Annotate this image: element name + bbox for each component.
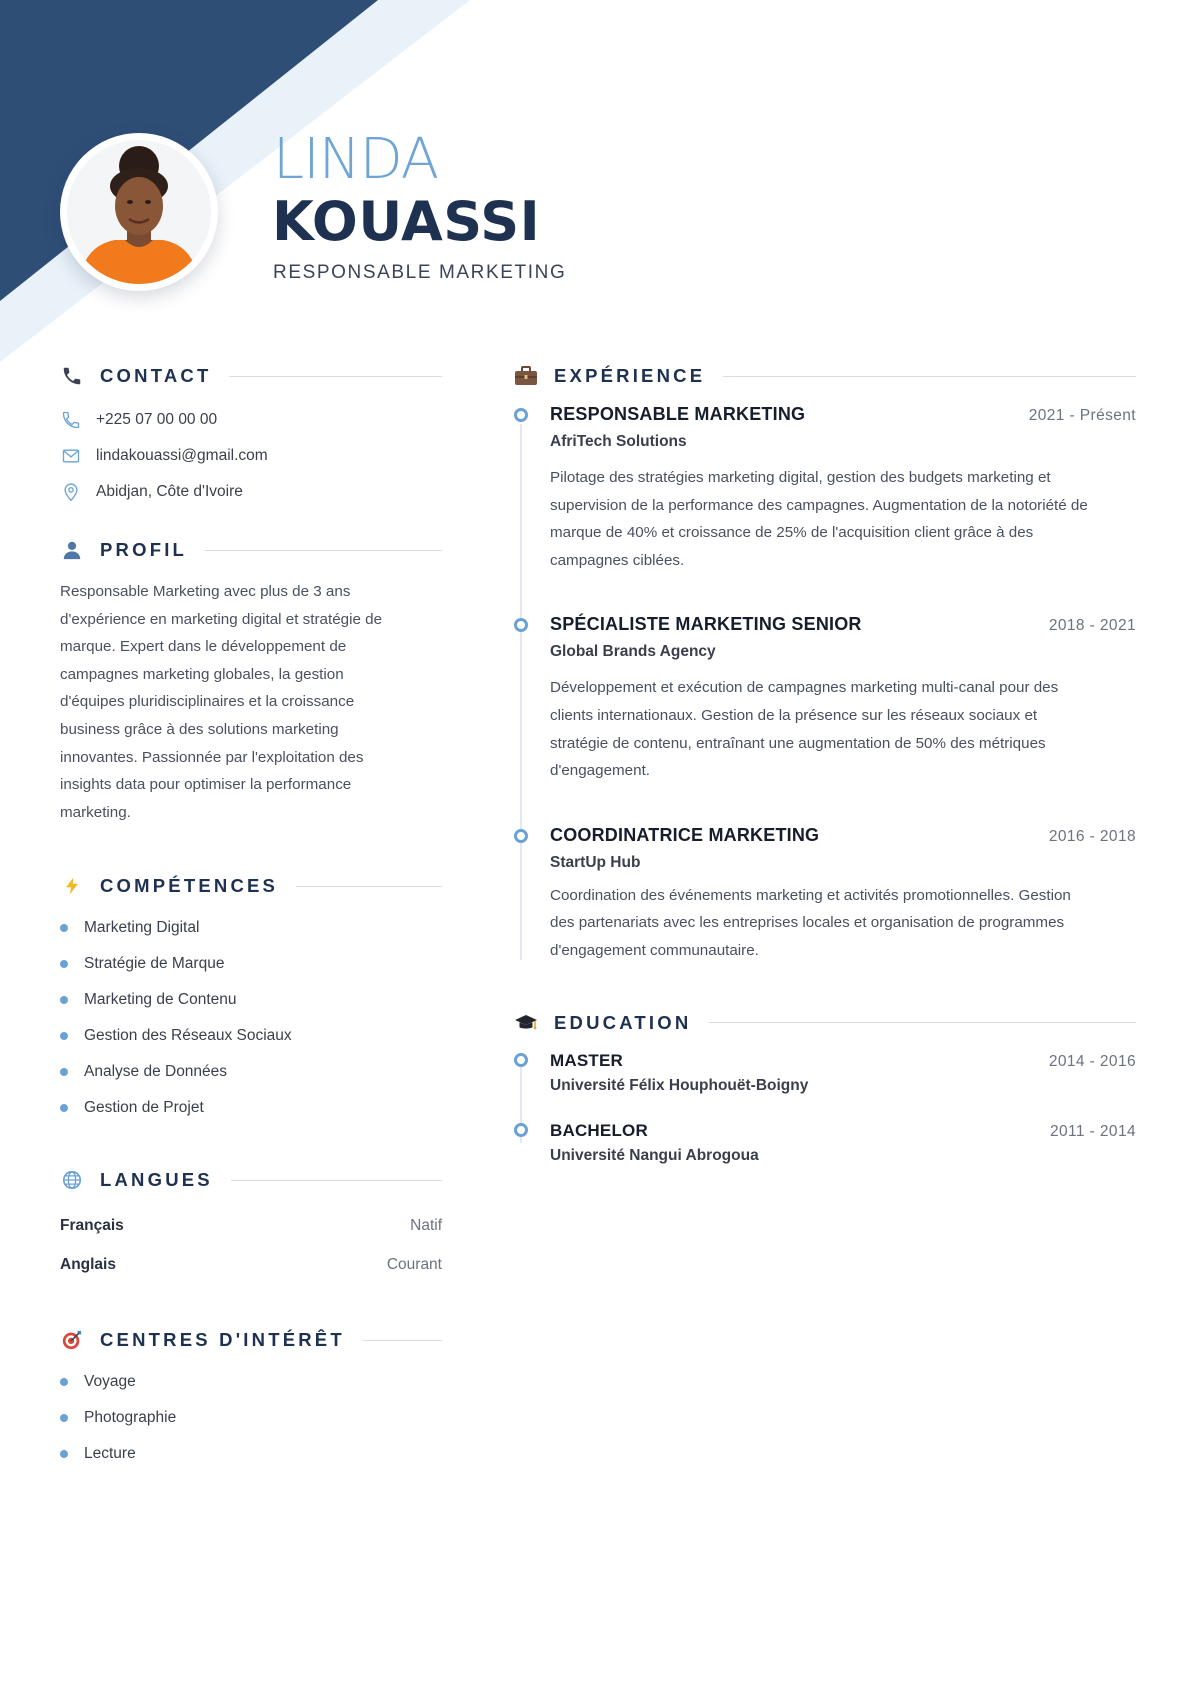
languages-section bbox=[60, 1164, 442, 1284]
language-name: Français bbox=[60, 1216, 124, 1234]
list-item bbox=[60, 1090, 442, 1126]
email-icon bbox=[60, 445, 82, 467]
description-line: Coordination des événements marketing et activités promotionnelles. Gestion bbox=[550, 886, 1071, 904]
contact-section bbox=[60, 360, 442, 510]
section-divider bbox=[231, 1180, 442, 1181]
list-item bbox=[60, 910, 442, 946]
profile-line: marketing. bbox=[60, 803, 131, 821]
section-divider bbox=[709, 1022, 1136, 1023]
person-portrait-image bbox=[67, 140, 211, 284]
experience-item-header bbox=[550, 404, 1136, 425]
profile-line: innovantes. Passionnée par l'exploitation des bbox=[60, 748, 364, 766]
list-item bbox=[60, 1018, 442, 1054]
globe-icon bbox=[60, 1168, 84, 1192]
bullet-dot bbox=[60, 960, 68, 968]
bullet-dot bbox=[60, 1104, 68, 1112]
section-divider bbox=[363, 1340, 442, 1341]
description-line: marque de 40% et croissance de 25% de l'acquisition client grâce à des bbox=[550, 524, 1034, 542]
interests-list bbox=[60, 1364, 442, 1472]
description-line: d'engagement communautaire. bbox=[550, 941, 759, 959]
section-divider bbox=[723, 376, 1136, 377]
timeline-dot bbox=[514, 1123, 528, 1137]
profile-line: Responsable Marketing avec plus de 3 ans bbox=[60, 583, 351, 600]
skill-label: Gestion des Réseaux Sociaux bbox=[84, 1027, 292, 1045]
left-column bbox=[60, 360, 442, 1472]
graduation-cap-icon bbox=[514, 1011, 538, 1035]
language-level: Natif bbox=[410, 1216, 442, 1234]
experience-item bbox=[514, 614, 1136, 784]
last-name: KOUASSI bbox=[272, 190, 541, 253]
location-pin-icon bbox=[60, 481, 82, 503]
education-timeline bbox=[514, 1051, 1136, 1165]
avatar bbox=[60, 133, 218, 291]
right-column bbox=[514, 360, 1136, 1165]
profile-photo bbox=[67, 140, 211, 284]
contact-phone-text: +225 07 00 00 00 bbox=[96, 411, 218, 428]
skill-label: Marketing de Contenu bbox=[84, 991, 237, 1009]
contact-location bbox=[60, 474, 442, 510]
profile-line: d'équipes pluridisciplinaires et la croissance bbox=[60, 693, 355, 711]
education-heading: EDUCATION bbox=[554, 1011, 692, 1033]
education-heading-row bbox=[514, 1007, 1136, 1039]
list-item bbox=[60, 1436, 442, 1472]
experience-dates: 2016 - 2018 bbox=[1048, 827, 1136, 845]
experience-heading: EXPÉRIENCE bbox=[554, 365, 706, 386]
profile-heading: PROFIL bbox=[100, 539, 188, 560]
description-line: stratégie de contenu, entraînant une augmentation de 50% des métriques bbox=[550, 734, 1046, 752]
language-row bbox=[60, 1206, 442, 1245]
experience-item bbox=[514, 825, 1136, 965]
experience-item-header bbox=[550, 825, 1136, 846]
profile-line: business grâce à des solutions marketing bbox=[60, 720, 339, 738]
experience-company: StartUp Hub bbox=[550, 853, 641, 871]
description-line: d'engagement. bbox=[550, 762, 651, 780]
interests-heading: CENTRES D'INTÉRÊT bbox=[100, 1329, 345, 1351]
description-line: Pilotage des stratégies marketing digital, gestion des budgets marketing et bbox=[550, 469, 1051, 486]
profile-line: campagnes marketing globales, la gestion bbox=[60, 665, 344, 683]
bullet-dot bbox=[60, 1032, 68, 1040]
profile-line: d'expérience en marketing digital et stratégie de bbox=[60, 610, 383, 628]
contact-heading: CONTACT bbox=[100, 365, 212, 386]
interest-label: Voyage bbox=[84, 1373, 136, 1391]
experience-description bbox=[550, 882, 1136, 965]
target-icon bbox=[60, 1328, 84, 1352]
section-divider bbox=[296, 886, 442, 887]
experience-timeline bbox=[514, 404, 1136, 965]
experience-role: SPÉCIALISTE MARKETING SENIOR bbox=[550, 614, 862, 635]
timeline-dot bbox=[514, 829, 528, 843]
list-item bbox=[60, 982, 442, 1018]
bullet-dot bbox=[60, 924, 68, 932]
education-item bbox=[514, 1051, 1136, 1095]
bullet-dot bbox=[60, 1450, 68, 1458]
experience-heading-row bbox=[514, 360, 1136, 392]
interest-label: Photographie bbox=[84, 1409, 177, 1427]
list-item bbox=[60, 1400, 442, 1436]
skills-heading-row bbox=[60, 870, 442, 902]
timeline-dot bbox=[514, 618, 528, 632]
section-divider bbox=[229, 376, 442, 377]
education-item bbox=[514, 1121, 1136, 1165]
languages-heading: LANGUES bbox=[100, 1169, 213, 1191]
contact-heading-row bbox=[60, 360, 442, 392]
bullet-dot bbox=[60, 996, 68, 1004]
language-row bbox=[60, 1245, 442, 1284]
description-line: Développement et exécution de campagnes marketing multi-canal pour des bbox=[550, 679, 1059, 697]
interests-section bbox=[60, 1324, 442, 1472]
contact-email-text: lindakouassi@gmail.com bbox=[96, 447, 268, 464]
education-degree: MASTER bbox=[550, 1050, 623, 1070]
skill-label: Analyse de Données bbox=[84, 1063, 228, 1081]
experience-role: COORDINATRICE MARKETING bbox=[550, 824, 820, 845]
interests-heading-row bbox=[60, 1324, 442, 1356]
languages-heading-row bbox=[60, 1164, 442, 1196]
job-title: RESPONSABLE MARKETING bbox=[273, 262, 567, 283]
education-degree: BACHELOR bbox=[550, 1120, 648, 1140]
experience-description bbox=[550, 674, 1136, 784]
description-line: supervision de la performance des campagnes. Augmentation de la notoriété de bbox=[550, 496, 1088, 514]
education-school: Université Félix Houphouët-Boigny bbox=[550, 1076, 809, 1094]
education-item-header bbox=[550, 1121, 1136, 1141]
phone-icon bbox=[60, 364, 84, 388]
experience-company: AfriTech Solutions bbox=[550, 433, 687, 450]
user-icon bbox=[60, 538, 84, 562]
briefcase-icon bbox=[514, 364, 538, 388]
profile-section bbox=[60, 534, 442, 826]
section-divider bbox=[205, 550, 442, 551]
experience-description bbox=[550, 464, 1136, 574]
profile-text bbox=[60, 578, 442, 826]
first-name: LINDA bbox=[273, 127, 439, 192]
languages-list bbox=[60, 1206, 442, 1284]
list-item bbox=[60, 946, 442, 982]
education-school: Université Nangui Abrogoua bbox=[550, 1146, 759, 1164]
timeline-dot bbox=[514, 1053, 528, 1067]
interest-label: Lecture bbox=[84, 1445, 136, 1463]
education-item-header bbox=[550, 1051, 1136, 1071]
profile-heading-row bbox=[60, 534, 442, 566]
skill-label: Marketing Digital bbox=[84, 919, 200, 937]
skills-list bbox=[60, 910, 442, 1126]
skill-label: Gestion de Projet bbox=[84, 1099, 204, 1117]
contact-phone[interactable] bbox=[60, 402, 442, 438]
description-line: des partenariats avec les entreprises locales et organisation de programmes bbox=[550, 914, 1065, 932]
list-item bbox=[60, 1054, 442, 1090]
experience-dates: 2018 - 2021 bbox=[1048, 617, 1136, 635]
bullet-dot bbox=[60, 1414, 68, 1422]
contact-list bbox=[60, 402, 442, 510]
education-dates: 2014 - 2016 bbox=[1048, 1052, 1136, 1070]
experience-role: RESPONSABLE MARKETING bbox=[550, 404, 806, 424]
experience-item bbox=[514, 404, 1136, 574]
profile-line: marque. Expert dans le développement de bbox=[60, 638, 347, 656]
contact-location-text: Abidjan, Côte d'Ivoire bbox=[96, 483, 243, 500]
timeline-dot bbox=[514, 408, 528, 422]
language-name: Anglais bbox=[60, 1255, 116, 1273]
bullet-dot bbox=[60, 1378, 68, 1386]
description-line: campagnes ciblées. bbox=[550, 551, 685, 569]
description-line: clients internationaux. Gestion de la présence sur les réseaux sociaux et bbox=[550, 706, 1038, 724]
education-dates: 2011 - 2014 bbox=[1050, 1122, 1136, 1140]
profile-line: insights data pour optimiser la performance bbox=[60, 776, 352, 794]
list-item bbox=[60, 1364, 442, 1400]
phone-outline-icon bbox=[60, 409, 82, 431]
experience-item-header bbox=[550, 614, 1136, 635]
bullet-dot bbox=[60, 1068, 68, 1076]
experience-company: Global Brands Agency bbox=[550, 643, 716, 661]
education-section bbox=[514, 1007, 1136, 1165]
language-level: Courant bbox=[386, 1255, 442, 1273]
skills-heading: COMPÉTENCES bbox=[100, 875, 279, 897]
lightning-icon bbox=[60, 874, 84, 898]
experience-section bbox=[514, 360, 1136, 965]
contact-email[interactable] bbox=[60, 438, 442, 474]
experience-dates: 2021 - Présent bbox=[1028, 407, 1136, 424]
skills-section bbox=[60, 870, 442, 1126]
skill-label: Stratégie de Marque bbox=[84, 955, 225, 973]
